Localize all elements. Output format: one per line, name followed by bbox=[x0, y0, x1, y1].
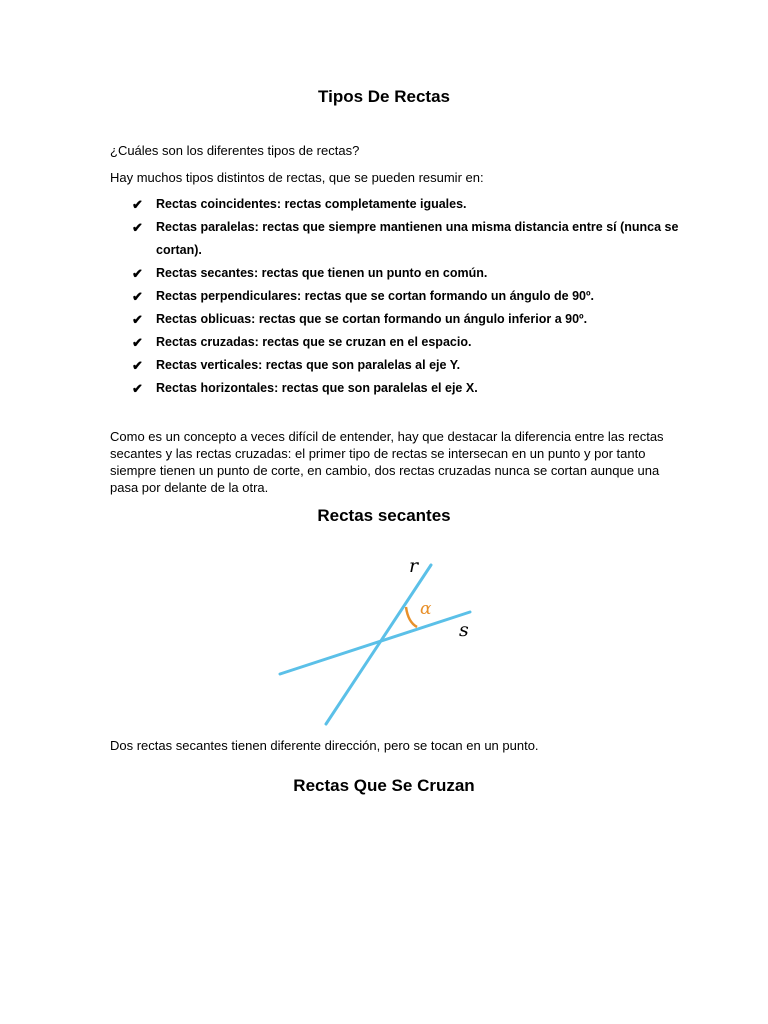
section-title-secantes: Rectas secantes bbox=[317, 506, 451, 525]
label-s: s bbox=[459, 619, 469, 641]
angle-alpha-arc bbox=[406, 607, 417, 627]
check-icon: ✔ bbox=[132, 312, 143, 327]
types-list bbox=[110, 193, 690, 400]
figure-caption: Dos rectas secantes tienen diferente dirección, pero se tocan en un punto. bbox=[110, 738, 539, 753]
line-s bbox=[280, 612, 470, 674]
list-item bbox=[110, 308, 690, 331]
list-item bbox=[110, 377, 690, 400]
label-r: r bbox=[409, 555, 419, 577]
list-item-text: Rectas coincidentes: rectas completamente iguales. bbox=[156, 197, 467, 211]
check-icon: ✔ bbox=[132, 358, 143, 373]
list-item bbox=[110, 262, 690, 285]
list-item-text: Rectas cruzadas: rectas que se cruzan en el espacio. bbox=[156, 335, 472, 349]
check-icon: ✔ bbox=[132, 289, 143, 304]
list-item-text: Rectas verticales: rectas que son paralelas al eje Y. bbox=[156, 358, 461, 372]
line-r bbox=[326, 565, 431, 724]
page-title: Tipos De Rectas bbox=[318, 87, 450, 106]
list-item-text: Rectas paralelas: rectas que siempre mantienen una misma distancia entre sí (nunca se cortan). bbox=[156, 220, 679, 257]
check-icon: ✔ bbox=[132, 335, 143, 350]
check-icon: ✔ bbox=[132, 220, 143, 235]
check-icon: ✔ bbox=[132, 266, 143, 281]
list-item-text: Rectas horizontales: rectas que son paralelas el eje X. bbox=[156, 381, 478, 395]
explanation-text: Como es un concepto a veces difícil de entender, hay que destacar la diferencia entre las rectas secantes y las rectas cruzadas: el primer tipo de rectas se intersecan en un punto y por tanto siempre tienen un punto de corte, en cambio, dos rectas cruzadas nunca se cortan aunque una pasa por delante de la otra. bbox=[110, 429, 664, 495]
check-icon: ✔ bbox=[132, 381, 143, 396]
list-item bbox=[110, 216, 690, 262]
question-text: ¿Cuáles son los diferentes tipos de rectas? bbox=[110, 143, 360, 158]
list-item bbox=[110, 331, 690, 354]
list-item bbox=[110, 354, 690, 377]
section-title-cruzan: Rectas Que Se Cruzan bbox=[293, 776, 475, 795]
intro-text: Hay muchos tipos distintos de rectas, que se pueden resumir en: bbox=[110, 170, 484, 185]
list-item-text: Rectas secantes: rectas que tienen un punto en común. bbox=[156, 266, 488, 280]
list-item bbox=[110, 285, 690, 308]
list-item bbox=[110, 193, 690, 216]
list-item-text: Rectas perpendiculares: rectas que se cortan formando un ángulo de 90º. bbox=[156, 289, 595, 303]
label-alpha: α bbox=[420, 599, 432, 619]
list-item-text: Rectas oblicuas: rectas que se cortan formando un ángulo inferior a 90º. bbox=[156, 312, 588, 326]
check-icon: ✔ bbox=[132, 197, 143, 212]
secant-lines-figure bbox=[270, 552, 490, 730]
